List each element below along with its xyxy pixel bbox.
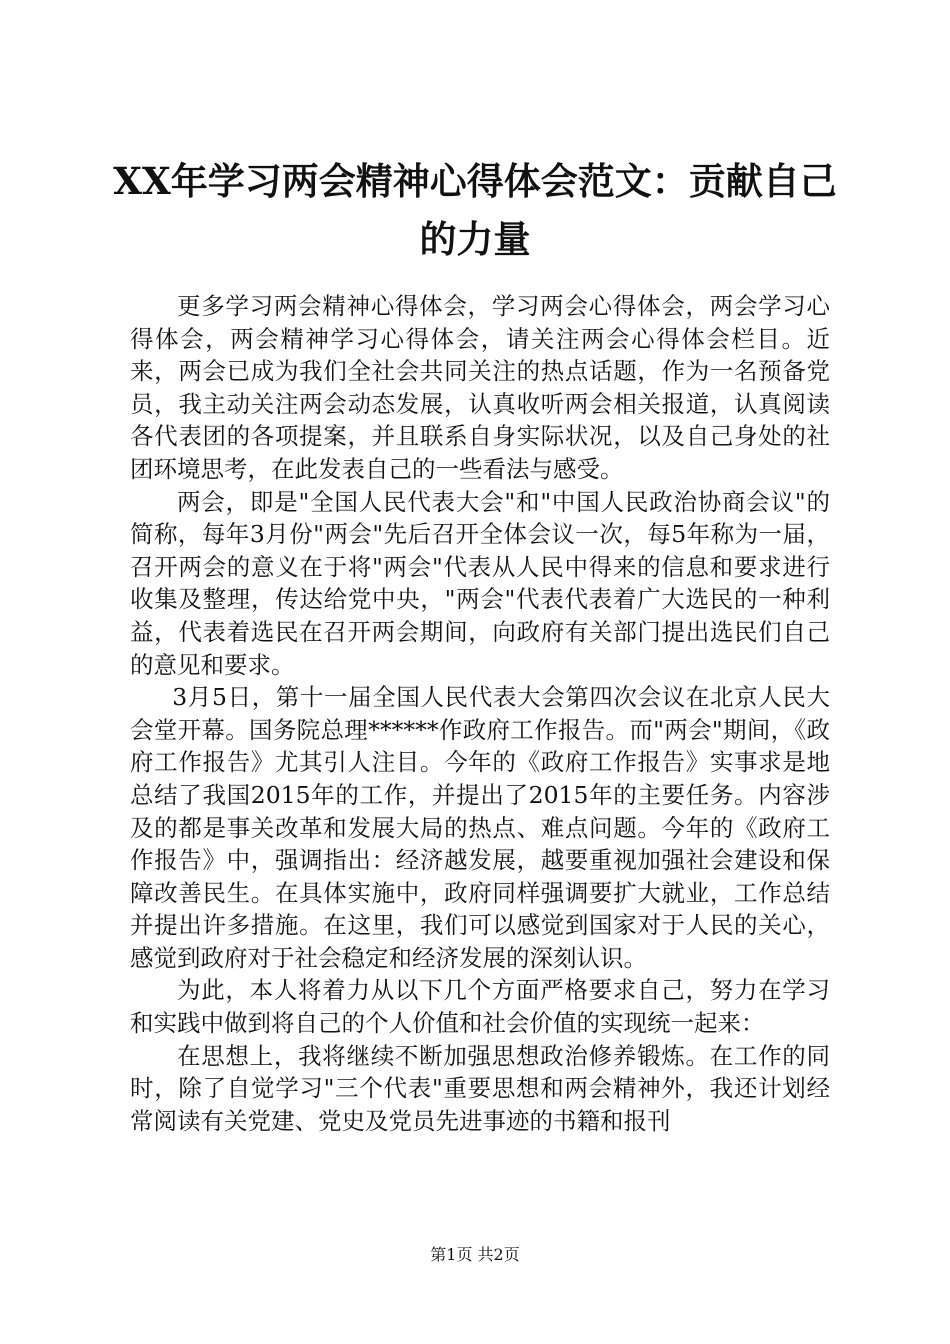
page-footer: 第1页 共2页	[430, 1245, 520, 1264]
paragraph-3: 3月5日，第十一届全国人民代表大会第四次会议在北京人民大会堂开幕。国务院总理******作政府工作报告。而"两会"期间，《政府工作报告》尤其引人注目。今年的《政府工作报告》实事求是地总结了我国2015年的工作，并提出了2015年的主要任务。内容涉及的都是事关改革和发展大局的热点、难点问题。今年的《政府工作报告》中，强调指出：经济越发展，越要重视加强社会建设和保障改善民生。在具体实施中，政府同样强调要扩大就业，工作总结并提出许多措施。在这里，我们可以感觉到国家对于人民的关心，感觉到政府对于社会稳定和经济发展的深刻认识。	[130, 683, 830, 972]
paragraph-1: 更多学习两会精神心得体会，学习两会心得体会，两会学习心得体会，两会精神学习心得体会，请关注两会心得体会栏目。近来，两会已成为我们全社会共同关注的热点话题，作为一名预备党员，我主动关注两会动态发展，认真收听两会相关报道，认真阅读各代表团的各项提案，并且联系自身实际状况，以及自己身处的社团环境思考，在此发表自己的一些看法与感受。	[130, 292, 830, 483]
document-title: XX年学习两会精神心得体会范文：贡献自己的力量	[113, 159, 837, 261]
document-body	[130, 290, 830, 1137]
paragraph-4: 为此，本人将着力从以下几个方面严格要求自己，努力在学习和实践中做到将自己的个人价值和社会价值的实现统一起来：	[130, 976, 830, 1038]
paragraph-5: 在思想上，我将继续不断加强思想政治修养锻炼。在工作的同时，除了自觉学习"三个代表"重要思想和两会精神外，我还计划经常阅读有关党建、党史及党员先进事迹的书籍和报刊	[130, 1041, 830, 1135]
paragraph-2: 两会，即是"全国人民代表大会"和"中国人民政治协商会议"的简称，每年3月份"两会"先后召开全体会议一次，每5年称为一届，召开两会的意义在于将"两会"代表从人民中得来的信息和要求进行收集及整理，传达给党中央，"两会"代表代表着广大选民的一种利益，代表着选民在召开两会期间，向政府有关部门提出选民们自己的意见和要求。	[130, 487, 830, 679]
